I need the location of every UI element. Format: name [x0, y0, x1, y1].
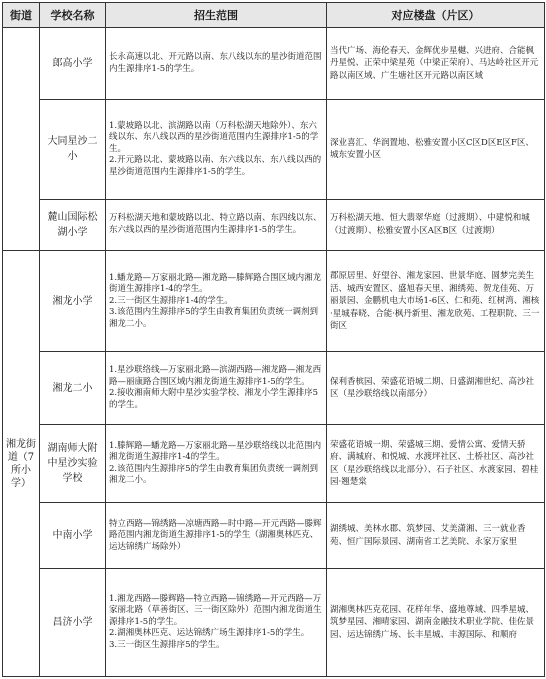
- school-name: 昌济小学: [40, 569, 106, 677]
- matching-estates: 深业喜汇、华润置地、松雅安置小区C区D区E区F区、城东安置小区: [327, 100, 545, 199]
- district-cell: [3, 28, 40, 251]
- enrollment-table: [2, 2, 545, 677]
- range-item: 万科松湖天地和蒙坡路以北、特立路以南、东四线以东、东六线以西的星沙街道范围内生源排序1-5的学生。: [109, 213, 322, 235]
- header-row: [3, 3, 545, 28]
- range-item: 1.蒙坡路以北、滨湖路以南（万科松湖天地除外）、东六线以东、东八线以西的星沙街道范围内生源排序1-5的学生。: [109, 120, 319, 154]
- range-item: 1.湘龙西路—滕辉路—特立西路—锦绣路—开元西路—万家丽北路（草善街区、三一街区除外）范围内湘龙街道生源排序1-5的学生。: [109, 593, 322, 627]
- range-item: 1.星沙联络线—万家丽北路—滨湖西路—湘龙路—湘龙西路—丽康路合围区域内湘龙街道生源排序1-5的学生。: [109, 365, 322, 387]
- enrollment-range: [106, 28, 327, 100]
- header-enrollment-range: 招生范围: [106, 3, 327, 28]
- enrollment-range: [106, 251, 327, 352]
- header-matching-estates: 对应楼盘（片区）: [327, 3, 545, 28]
- range-item: 1.蟠龙路—万家丽北路—湘龙路—滕辉路合围区域内湘龙街道生源排序1-4的学生。: [109, 272, 322, 295]
- table-row: [3, 251, 545, 352]
- table-row: [3, 352, 545, 424]
- table-row: [3, 569, 545, 677]
- table-row: [3, 424, 545, 503]
- enrollment-range: [106, 352, 327, 424]
- range-item: 特立西路—锦绣路—凉塘西路—时中路—开元西路—滕辉路范围内湘龙街道生源排序1-5的学生（湖湘奥林匹克、运达锦绣广场除外）: [109, 518, 322, 552]
- school-name: 大同星沙二小: [40, 100, 106, 199]
- range-item: 3.三一街区生源排序5的学生。: [109, 639, 225, 650]
- school-name: 麓山国际松湖小学: [40, 199, 106, 251]
- school-name: 郎高小学: [40, 28, 106, 100]
- range-item: 2.三一街区生源排序1-4的学生。: [109, 295, 233, 306]
- matching-estates: 湖绣城、美林水郡、筑梦园、艾美潇湘、三一就业香苑、恒广国际景园、湖南省工艺美院、永家万家里: [327, 503, 545, 569]
- range-item: 1.滕辉路—蟠龙路—万家丽北路—星沙联络线以北范围内湘龙街道生源排序1-4的学生。: [109, 440, 322, 463]
- matching-estates: 湖湘奥林匹克花园、花样年华、盛地尊域、四季星城、筑梦星园、湘晴家园、湖南金融技术职业学院、佳佐景园、运达锦绣广场、长丰星城、丰源国际、和顺府: [327, 569, 545, 677]
- range-item: 3.该范围内生源排序5的学生由教育集团负责统一调剂到湘龙二小。: [109, 307, 319, 329]
- range-item: 2.接收湘南师大附中星沙实验学校、湘龙小学生源排序5的学生。: [109, 388, 319, 410]
- matching-estates: 郡原居里、好望谷、湘龙家园、世景华庭、圆梦完美生活、城西安置区、盛旭春天里、湘绣苑、贺龙佳苑、万丽景园、金鹏机电大市场1-6区、仁和苑、红树湾、湘核·星城春晓、合能·枫丹新里、湘龙欣苑、工程职院、三一街区: [327, 251, 545, 352]
- district-cell: 湘龙街道（7所小学）: [3, 251, 40, 677]
- matching-estates: 当代广场、海伦春天、金辉优步星樾、兴进府、合能枫丹星悦、正荣中梁星苑（中梁正荣府）、马达岭社区开元路以南区域、广生塘社区开元路以南区域: [327, 28, 545, 100]
- school-name: 湖南师大附中星沙实验学校: [40, 424, 106, 503]
- matching-estates: 荣盛花语城一期、荣盛城三期、爱情公寓、爱情天骄府、满城府、和悦城、水渡坪社区、土桥社区、高沙社区（星沙联络线以北部分）、石子社区、水渡家园、碧桂园·翘楚棠: [327, 424, 545, 503]
- header-district: 街道: [3, 3, 40, 28]
- school-name: 中南小学: [40, 503, 106, 569]
- enrollment-range: [106, 199, 327, 251]
- enrollment-range: [106, 424, 327, 503]
- enrollment-range: [106, 100, 327, 199]
- matching-estates: 保利香槟园、荣盛花语城二期、日盛湖湘世纪、高沙社区（星沙联络线以南部分）: [327, 352, 545, 424]
- enrollment-range: [106, 503, 327, 569]
- header-school-name: 学校名称: [40, 3, 106, 28]
- table-row: [3, 199, 545, 251]
- table-row: [3, 100, 545, 199]
- range-item: 2.湖湘奥林匹克、运达锦绣广场生源排序1-5的学生。: [109, 628, 310, 639]
- matching-estates: 万科松湖天地、恒大翡翠华庭（过渡期）、中建悦和城（过渡期）、松雅安置小区A区B区（过渡期）: [327, 199, 545, 251]
- enrollment-range: [106, 569, 327, 677]
- range-item: 2.该范围内生源排序5的学生由教育集团负责统一调剂到湘龙二小。: [109, 463, 319, 486]
- table-row: [3, 503, 545, 569]
- range-item: 长永高速以北、开元路以南、东八线以东的星沙街道范围内生源排序1-5的学生。: [109, 52, 322, 74]
- school-name: 湘龙小学: [40, 251, 106, 352]
- school-name: 湘龙二小: [40, 352, 106, 424]
- range-item: 2.开元路以北、蒙坡路以南、东六线以东、东八线以西的星沙街道范围内生源排序1-5的学生。: [109, 155, 322, 177]
- table-row: [3, 28, 545, 100]
